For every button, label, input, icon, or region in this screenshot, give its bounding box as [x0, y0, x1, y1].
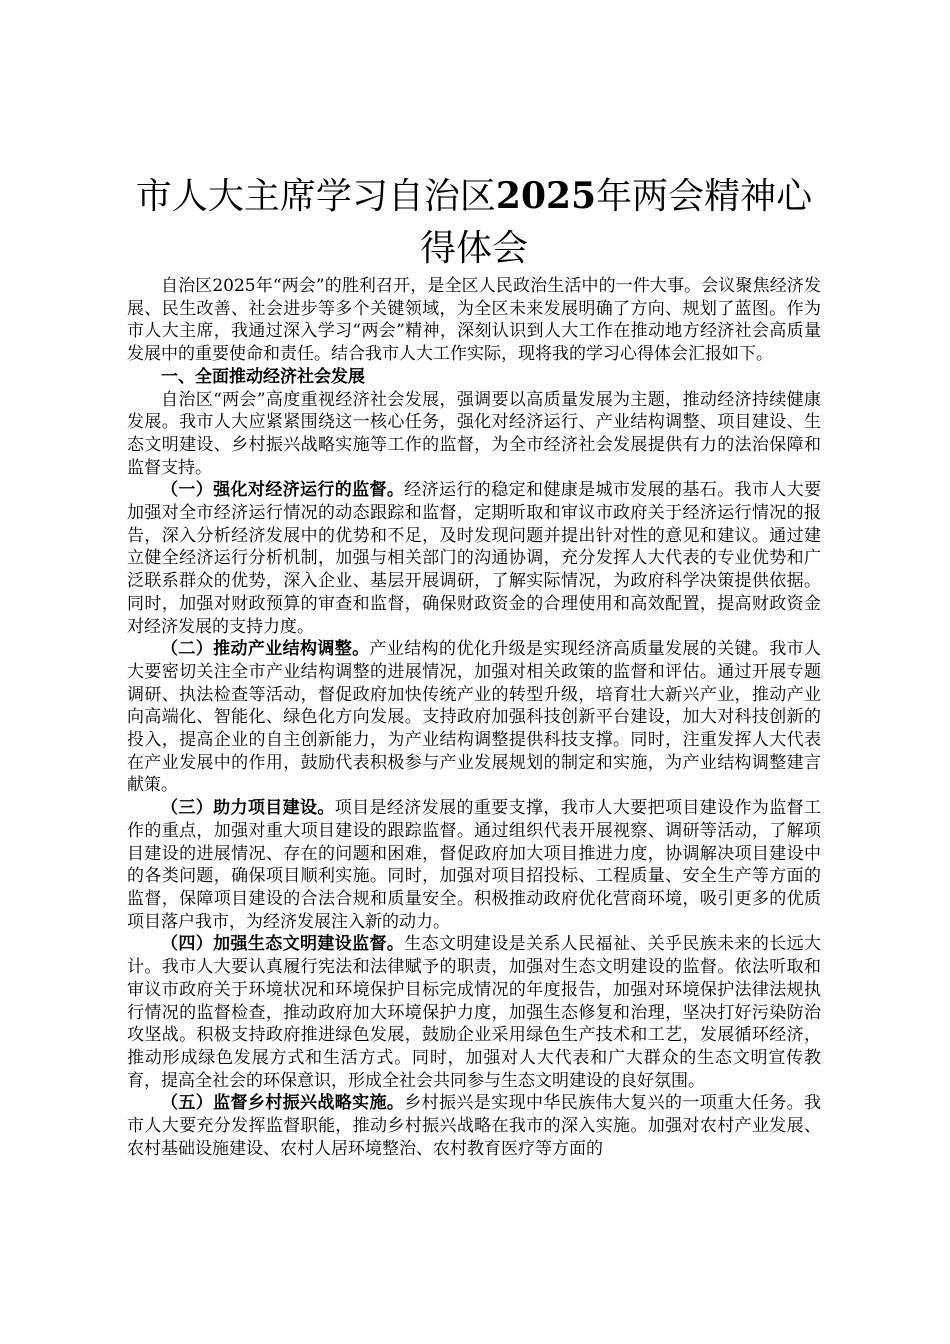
subsection-3-lead: （三）助力项目建设。 — [161, 798, 335, 819]
subsection-4-text: 生态文明建设是关系人民福祉、关乎民族未来的长远大计。我市人大要认真履行宪法和法律赋予的职责，加强对生态文明建设的监督。依法听取和审议市政府关于环境状况和环境保护目标完成情况的年度报告，加强对环境保护法律法规执行情况的监督检查，推动政府加大环境保护力度，加强生态修复和治理，坚决打好污染防治攻坚战。积极支持政府推进绿色发展，鼓励企业采用绿色生产技术和工艺，发展循环经济，推动形成绿色发展方式和生活方式。同时，加强对人大代表和广大群众的生态文明宣传教育，提高全社会的环保意识，形成全社会共同参与生态文明建设的良好氛围。 — [127, 934, 821, 1091]
title-year: 2025 — [495, 175, 597, 217]
subsection-5-text: 乡村振兴是实现中华民族伟大复兴的一项重大任务。我市人大要充分发挥监督职能，推动乡村振兴战略在我市的深入实施。加强对农村产业发展、农村基础设施建设、农村人居环境整治、农村教育医疗等方面的 — [127, 1093, 821, 1159]
document-title — [127, 170, 821, 275]
subsection-2-lead: （二）推动产业结构调整。 — [161, 639, 370, 660]
title-part-1: 市人大主席学习自治区 — [135, 176, 496, 217]
subsection-1-text: 经济运行的稳定和健康是城市发展的基石。我市人大要加强对全市经济运行情况的动态跟踪和监督，定期听取和审议市政府关于经济运行情况的报告，深入分析经济发展中的优势和不足，及时发现问题并提出针对性的意见和建议。通过建立健全经济运行分析机制，加强与相关部门的沟通协调，充分发挥人大代表的专业优势和广泛联系群众的优势，深入企业、基层开展调研，了解实际情况，为政府科学决策提供依据。同时，加强对财政预算的审查和监督，确保财政资金的合理使用和高效配置，提高财政资金对经济发展的支持力度。 — [127, 480, 821, 637]
section-intro-paragraph: 自治区“两会”高度重视经济社会发展，强调要以高质量发展为主题，推动经济持续健康发展。我市人大应紧紧围绕这一核心任务，强化对经济运行、产业结构调整、项目建设、生态文明建设、乡村振兴战略实施等工作的监督，为全市经济社会发展提供有力的法治保障和监督支持。 — [127, 389, 821, 478]
subsection-4-paragraph — [127, 933, 821, 1092]
document-page — [127, 170, 821, 1160]
subsection-5-paragraph — [127, 1092, 821, 1160]
subsection-4-lead: （四）加强生态文明建设监督。 — [161, 934, 405, 955]
subsection-3-paragraph — [127, 797, 821, 933]
subsection-2-text: 产业结构的优化升级是实现经济高质量发展的关键。我市人大要密切关注全市产业结构调整的进展情况，加强对相关政策的监督和评估。通过开展专题调研、执法检查等活动，督促政府加快传统产业的转型升级，培育壮大新兴产业，推动产业向高端化、智能化、绿色化方向发展。支持政府加强科技创新平台建设，加大对科技创新的投入，提高企业的自主创新能力，为产业结构调整提供科技支撑。同时，注重发挥人大代表在产业发展中的作用，鼓励代表积极参与产业发展规划的制定和实施，为产业结构调整建言献策。 — [127, 639, 822, 796]
subsection-1-paragraph — [127, 479, 821, 638]
intro-paragraph: 自治区2025年“两会”的胜利召开，是全区人民政治生活中的一件大事。会议聚焦经济发展、民生改善、社会进步等多个关键领域，为全区未来发展明确了方向、规划了蓝图。作为市人大主席，我通过深入学习“两会”精神，深刻认识到人大工作在推动地方经济社会高质量发展中的重要使命和责任。结合我市人大工作实际，现将我的学习心得体会汇报如下。 — [127, 276, 821, 365]
subsection-3-text: 项目是经济发展的重要支撑，我市人大要把项目建设作为监督工作的重点，加强对重大项目建设的跟踪监督。通过组织代表开展视察、调研等活动，了解项目建设的进展情况、存在的问题和困难，督促政府加大项目推进力度，协调解决项目建设中的各类问题，确保项目顺利实施。同时，加强对项目招投标、工程质量、安全生产等方面的监督，保障项目建设的合法合规和质量安全。积极推动政府优化营商环境，吸引更多的优质项目落户我市，为经济发展注入新的动力。 — [127, 798, 822, 932]
subsection-1-lead: （一）强化对经济运行的监督。 — [161, 480, 405, 501]
subsection-2-paragraph — [127, 638, 821, 797]
subsection-5-lead: （五）监督乡村振兴战略实施。 — [161, 1093, 405, 1114]
title-part-2: 年两会精神心得体会 — [419, 176, 813, 269]
section-heading-1: 一、全面推动经济社会发展 — [161, 366, 365, 387]
